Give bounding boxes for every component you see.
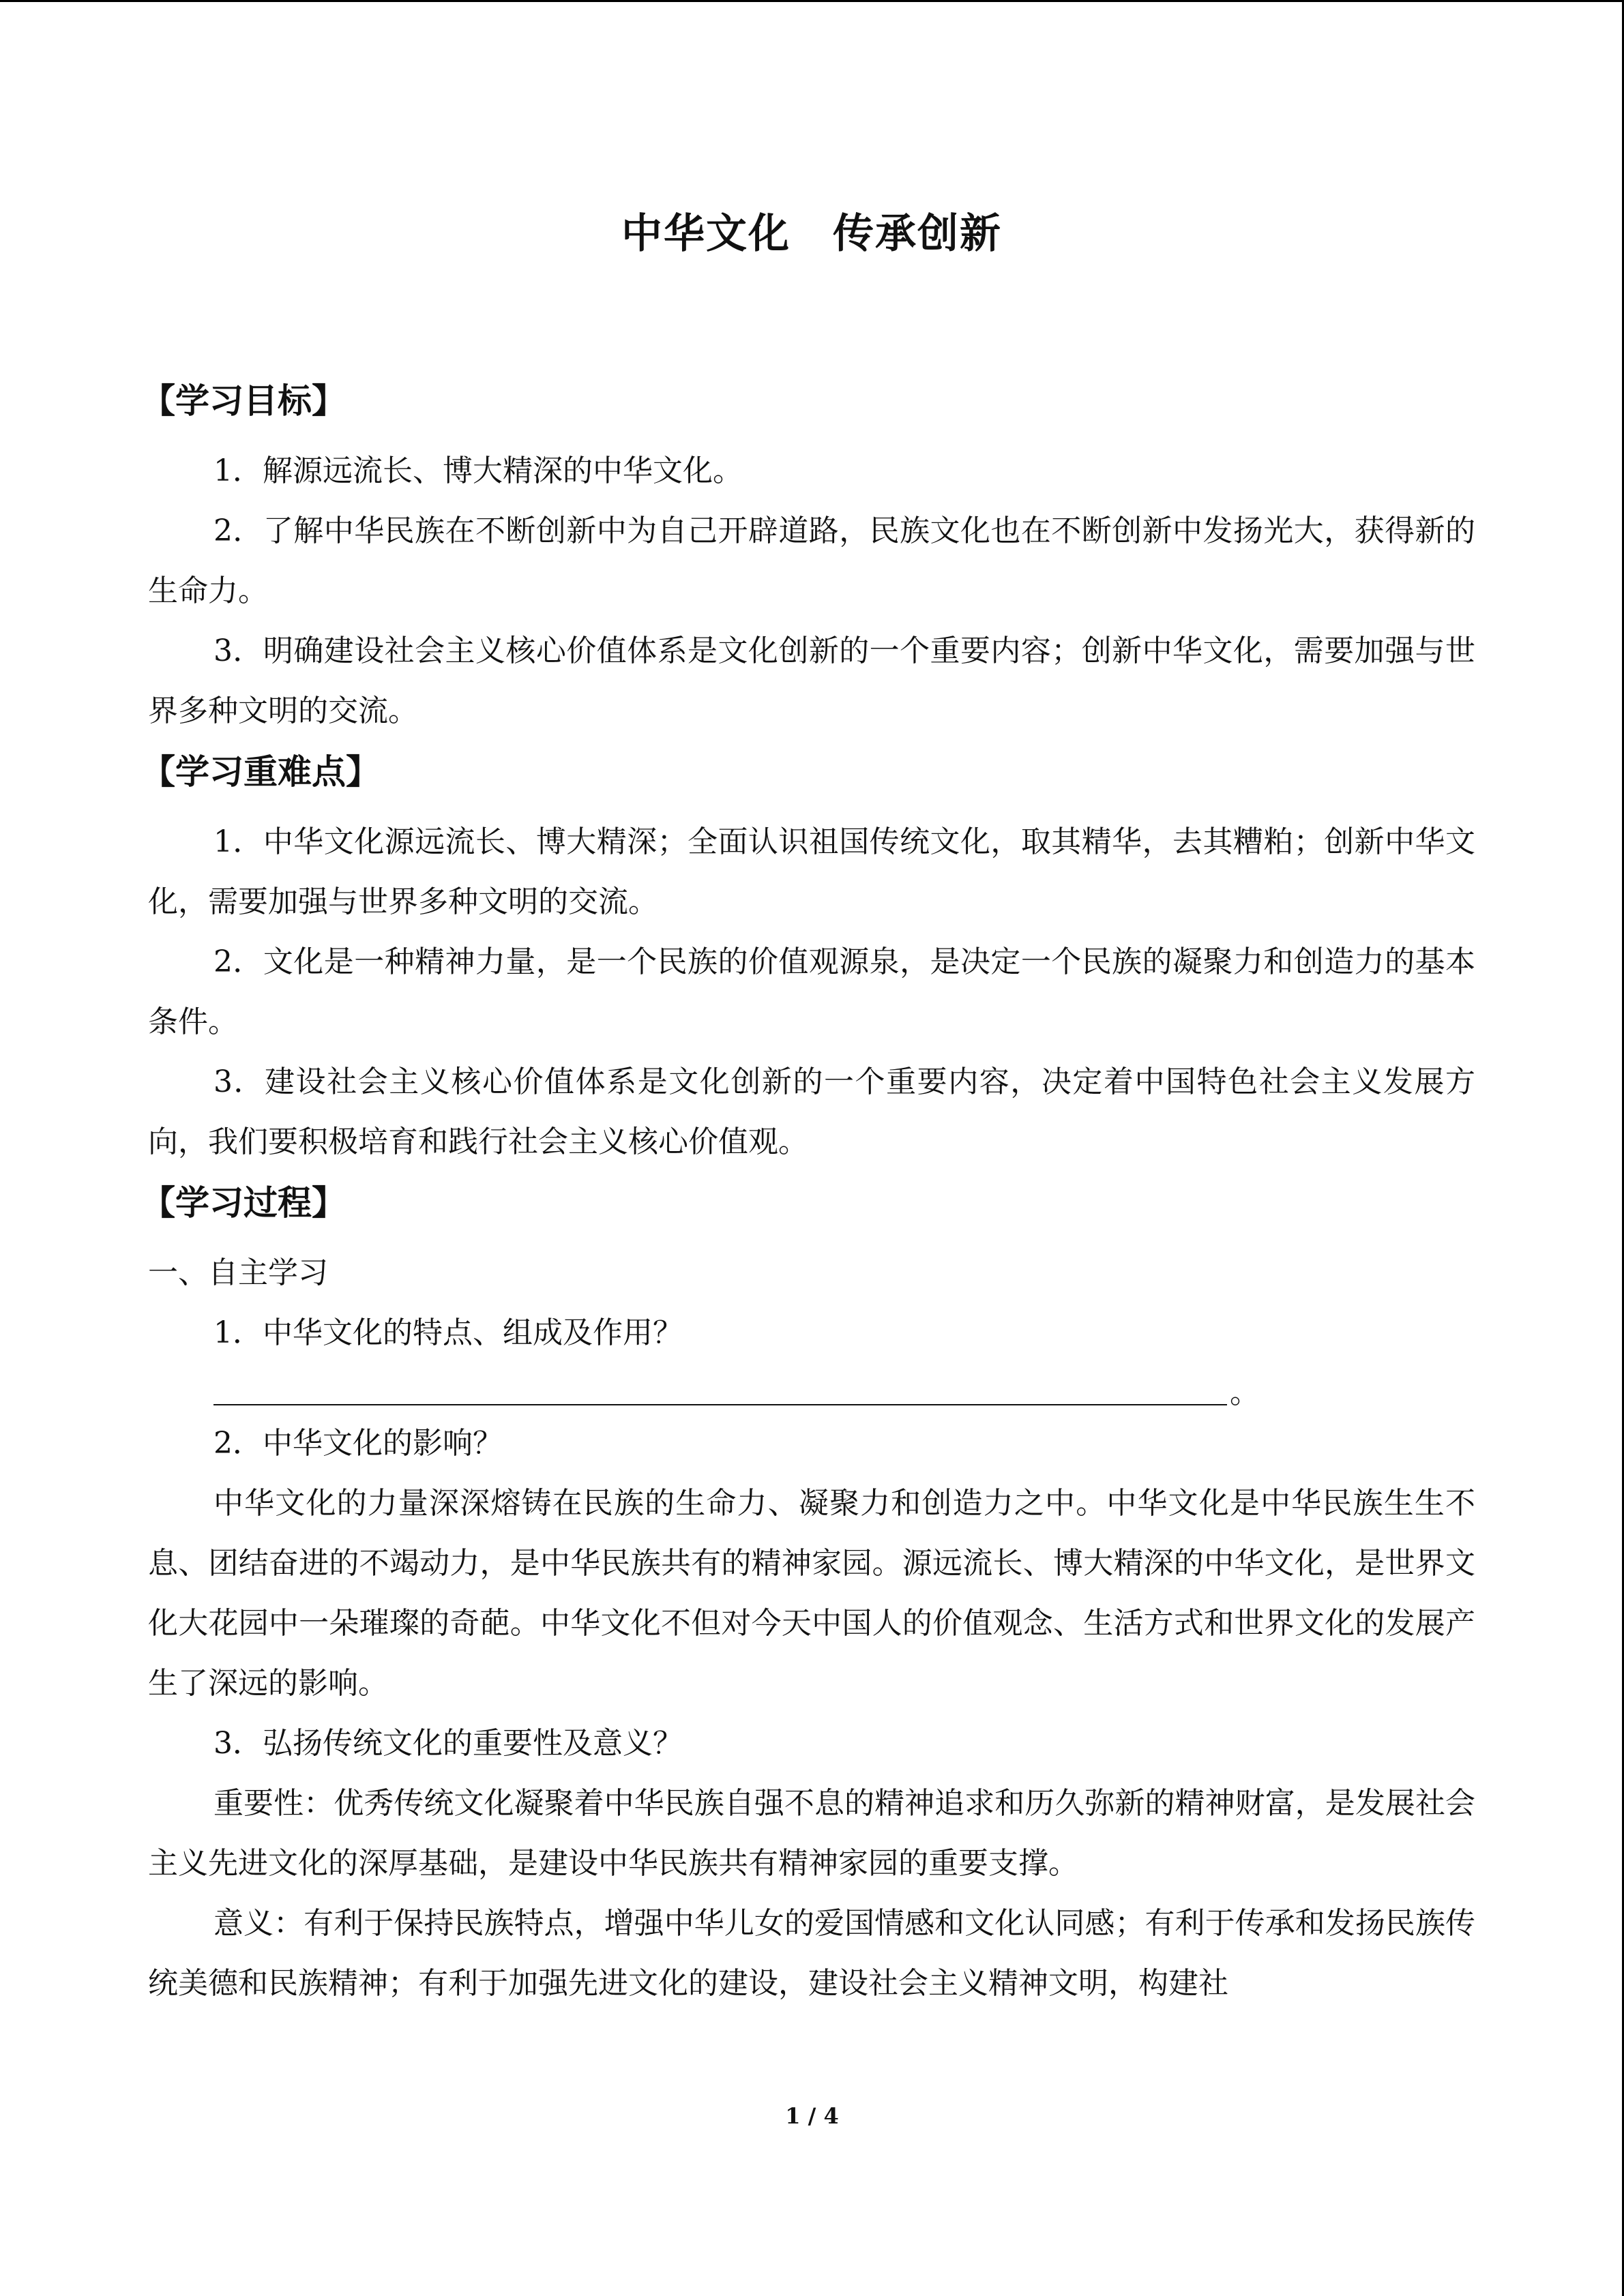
page-title: 中华文化 传承创新 — [621, 210, 1002, 258]
question-3: 3．弘扬传统文化的重要性及意义？ — [213, 1726, 683, 1761]
key-point-item: 3．建设社会主义核心价值体系是文化创新的一个重要内容，决定着中国特色社会主义发展方向，我们要积极培育和践行社会主义核心价值观。 — [148, 1064, 1475, 1159]
answer-underline — [213, 1404, 1227, 1405]
answer-period: 。 — [1230, 1375, 1260, 1410]
section-heading-process: 【学习过程】 — [141, 1183, 346, 1223]
answer-3-meaning: 意义：有利于保持民族特点，增强中华儿女的爱国情感和文化认同感；有利于传承和发扬民族传统美德和民族精神；有利于加强先进文化的建设，建设社会主义精神文明，构建社 — [148, 1906, 1475, 2001]
page-content — [141, 207, 1475, 2014]
section-heading-key-points: 【学习重难点】 — [141, 752, 380, 792]
section-objectives — [141, 370, 1475, 741]
subsection-title: 一、自主学习 — [148, 1255, 328, 1290]
section-process — [141, 1172, 1475, 2014]
question-1: 1．中华文化的特点、组成及作用？ — [213, 1315, 683, 1350]
question-2: 2．中华文化的影响？ — [213, 1426, 503, 1461]
section-heading-objectives: 【学习目标】 — [141, 381, 346, 421]
section-key-points — [141, 741, 1475, 1172]
key-point-item: 1．中华文化源远流长、博大精深；全面认识祖国传统文化，取其精华，去其糟粕；创新中华文化，需要加强与世界多种文明的交流。 — [148, 824, 1475, 919]
page-number: 1 / 4 — [785, 2103, 839, 2129]
objective-item: 1．解源远流长、博大精深的中华文化。 — [213, 453, 743, 488]
answer-2: 中华文化的力量深深熔铸在民族的生命力、凝聚力和创造力之中。中华文化是中华民族生生不息、团结奋进的不竭动力，是中华民族共有的精神家园。源远流长、博大精深的中华文化，是世界文化大花园中一朵璀璨的奇葩。中华文化不但对今天中国人的价值观念、生活方式和世界文化的发展产生了深远的影响。 — [148, 1486, 1475, 1701]
objective-item: 3．明确建设社会主义核心价值体系是文化创新的一个重要内容；创新中华文化，需要加强与世界多种文明的交流。 — [148, 633, 1475, 728]
answer-blank[interactable] — [213, 1373, 1475, 1414]
objective-item: 2．了解中华民族在不断创新中为自己开辟道路，民族文化也在不断创新中发扬光大，获得新的生命力。 — [148, 513, 1475, 608]
key-point-item: 2．文化是一种精神力量，是一个民族的价值观源泉，是决定一个民族的凝聚力和创造力的基本条件。 — [148, 944, 1475, 1039]
answer-3-importance: 重要性：优秀传统文化凝聚着中华民族自强不息的精神追求和历久弥新的精神财富，是发展社会主义先进文化的深厚基础，是建设中华民族共有精神家园的重要支撑。 — [148, 1786, 1475, 1881]
